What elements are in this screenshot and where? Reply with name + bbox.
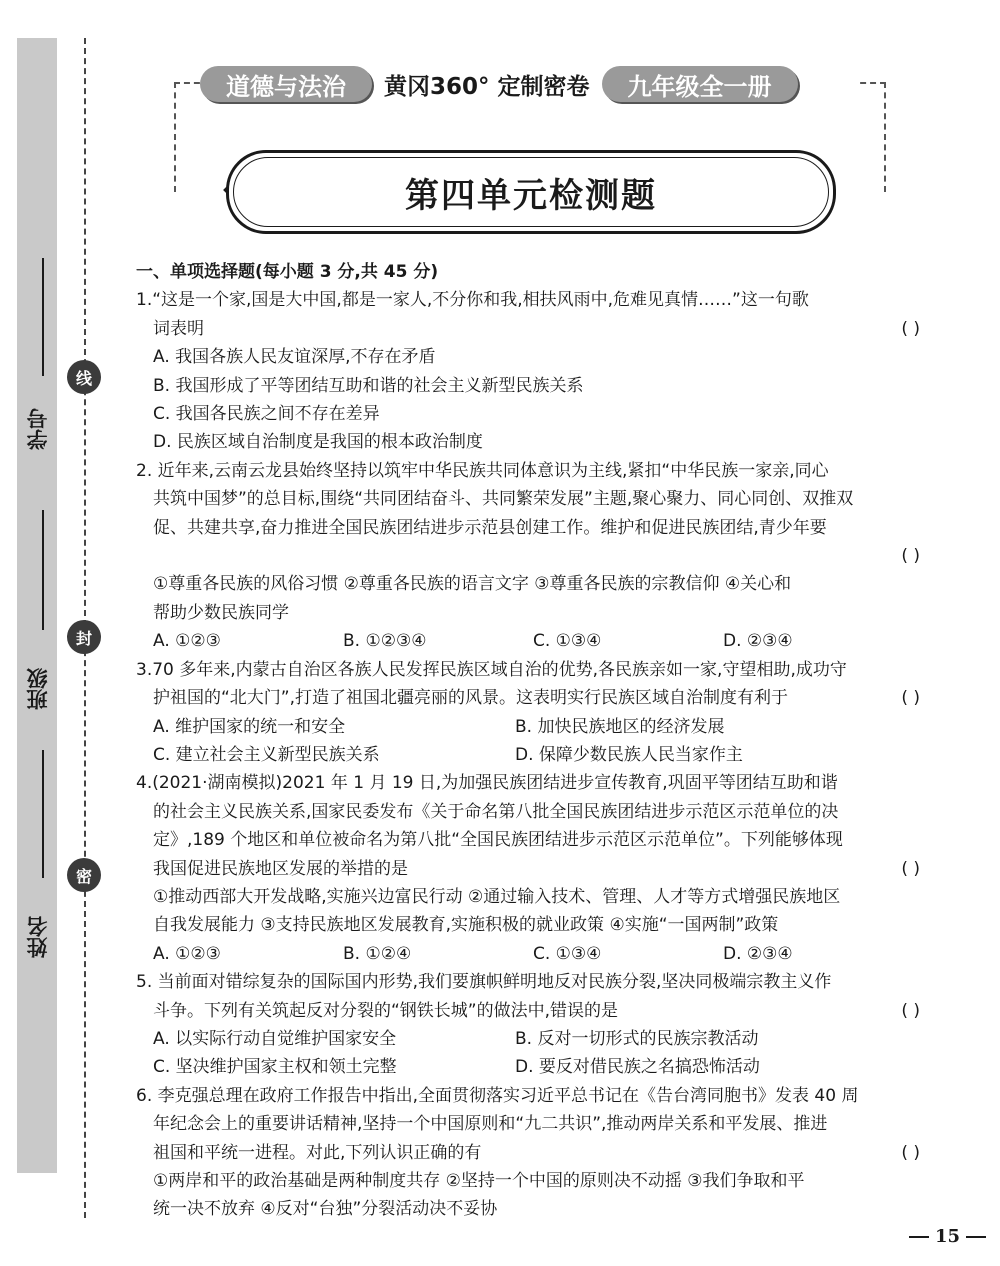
seal-mi: 密 xyxy=(67,858,101,892)
q4-stem-line4: 我国促进民族地区发展的举措的是 xyxy=(153,858,408,879)
q2-options xyxy=(136,627,922,655)
student-id-blank xyxy=(42,258,44,376)
q3-stem-row xyxy=(136,684,922,712)
q5-stem-line2: 斗争。下列有关筑起反对分裂的“钢铁长城”的做法中,错误的是 xyxy=(153,1000,619,1021)
q3-options-row1 xyxy=(136,713,922,741)
q1-stem-row xyxy=(136,315,922,343)
q1-option-d: D. 民族区域自治制度是我国的根本政治制度 xyxy=(153,432,483,453)
binding-strip xyxy=(17,38,57,1173)
q4-answer-bracket: ( ) xyxy=(901,858,920,879)
q4-items-line1: ①推动西部大开发战略,实施兴边富民行动 ②通过输入技术、管理、人才等方式增强民族地区 xyxy=(153,886,841,907)
q4-option-a: A. ①②③ xyxy=(153,943,221,964)
subject-badge: 道德与法治 xyxy=(200,66,372,102)
q1-option-a: A. 我国各族人民友谊深厚,不存在矛盾 xyxy=(153,347,436,368)
question-content xyxy=(136,258,922,1224)
q6-stem-line2: 年纪念会上的重要讲话精神,坚持一个中国原则和“九二共识”,推动两岸关系和平发展、推进 xyxy=(153,1114,828,1135)
q1-answer-bracket: ( ) xyxy=(901,318,920,339)
page-title: 第四单元检测题 xyxy=(405,175,657,216)
name-blank xyxy=(42,750,44,878)
seal-feng: 封 xyxy=(67,620,101,654)
page-number-area xyxy=(909,1226,986,1247)
q6-stem-row xyxy=(136,1139,922,1167)
student-id-label: 学号 xyxy=(26,408,50,450)
q5-answer-bracket: ( ) xyxy=(901,1000,920,1021)
q4-option-d: D. ②③④ xyxy=(723,943,793,964)
q1-stem-line1: 1.“这是一个家,国是大中国,都是一家人,不分你和我,相扶风雨中,危难见真情……”这一句歌 xyxy=(136,290,809,311)
class-label: 班级 xyxy=(26,668,50,710)
q3-option-a: A. 维护国家的统一和安全 xyxy=(153,716,346,737)
q3-answer-bracket: ( ) xyxy=(901,688,920,709)
q3-stem-line1: 3.70 多年来,内蒙古自治区各族人民发挥民族区域自治的优势,各民族亲如一家,守望相助,成功守 xyxy=(136,659,847,680)
q3-options-row2 xyxy=(136,741,922,769)
q3-stem-line2: 护祖国的“北大门”,打造了祖国北疆亮丽的风景。这表明实行民族区域自治制度有利于 xyxy=(153,688,789,709)
page-number-dash-right xyxy=(966,1236,986,1238)
q4-option-b: B. ①②④ xyxy=(343,943,412,964)
title-box xyxy=(226,150,836,234)
page-number: 15 xyxy=(934,1226,960,1247)
q2-option-c: C. ①③④ xyxy=(533,631,602,652)
q4-stem-line1: 4.(2021·湖南模拟)2021 年 1 月 19 日,为加强民族团结进步宣传教育,巩固平等团结互助和谐 xyxy=(136,773,838,794)
q2-answer-bracket: ( ) xyxy=(901,546,920,567)
q4-stem-line2: 的社会主义民族关系,国家民委发布《关于命名第八批全国民族团结进步示范区示范单位的决 xyxy=(153,801,839,822)
seal-xian: 线 xyxy=(67,360,101,394)
q1-option-c: C. 我国各民族之间不存在差异 xyxy=(153,404,380,425)
q5-option-a: A. 以实际行动自觉维护国家安全 xyxy=(153,1028,397,1049)
q2-items-line1: ①尊重各民族的风俗习惯 ②尊重各民族的语言文字 ③尊重各民族的宗教信仰 ④关心和 xyxy=(153,574,792,595)
q4-stem-row xyxy=(136,855,922,883)
q5-options-row2 xyxy=(136,1053,922,1081)
q2-stem-line1: 2. 近年来,云南云龙县始终坚持以筑牢中华民族共同体意识为主线,紧扣“中华民族一家亲,同心 xyxy=(136,460,829,481)
q4-options xyxy=(136,940,922,968)
q2-items-line2: 帮助少数民族同学 xyxy=(153,602,289,623)
q5-stem-row xyxy=(136,997,922,1025)
q2-option-b: B. ①②③④ xyxy=(343,631,427,652)
header-bar xyxy=(200,64,860,104)
q6-stem-line3: 祖国和平统一进程。对此,下列认识正确的有 xyxy=(153,1142,482,1163)
class-blank xyxy=(42,510,44,630)
q2-stem-line3: 促、共建共享,奋力推进全国民族团结进步示范县创建工作。维护和促进民族团结,青少年要 xyxy=(153,517,827,538)
q5-options-row1 xyxy=(136,1025,922,1053)
q6-stem-line1: 6. 李克强总理在政府工作报告中指出,全面贯彻落实习近平总书记在《告台湾同胞书》发表 40 周 xyxy=(136,1085,859,1106)
q4-stem-line3: 定》,189 个地区和单位被命名为第八批“全国民族团结进步示范区示范单位”。下列能够体现 xyxy=(153,830,843,851)
q1-stem-line2: 词表明 xyxy=(153,318,204,339)
q5-option-d: D. 要反对借民族之名搞恐怖活动 xyxy=(515,1057,760,1078)
q5-option-c: C. 坚决维护国家主权和领土完整 xyxy=(153,1057,397,1078)
q1-option-b: B. 我国形成了平等团结互助和谐的社会主义新型民族关系 xyxy=(153,375,584,396)
q2-bracket-row xyxy=(136,542,922,570)
q2-option-d: D. ②③④ xyxy=(723,631,793,652)
name-label: 姓名 xyxy=(26,916,50,958)
q4-items-line2: 自我发展能力 ③支持民族地区发展教育,实施积极的就业政策 ④实施“一国两制”政策 xyxy=(153,915,779,936)
q6-items-line2: 统一决不放弃 ④反对“台独”分裂活动决不妥协 xyxy=(153,1199,498,1220)
page-number-dash xyxy=(909,1236,929,1238)
q5-option-b: B. 反对一切形式的民族宗教活动 xyxy=(515,1028,759,1049)
q3-option-c: C. 建立社会主义新型民族关系 xyxy=(153,744,380,765)
q2-option-a: A. ①②③ xyxy=(153,631,221,652)
q3-option-b: B. 加快民族地区的经济发展 xyxy=(515,716,725,737)
q5-stem-line1: 5. 当前面对错综复杂的国际国内形势,我们要旗帜鲜明地反对民族分裂,坚决同极端宗教主义作 xyxy=(136,972,832,993)
q6-items-line1: ①两岸和平的政治基础是两种制度共存 ②坚持一个中国的原则决不动摇 ③我们争取和平 xyxy=(153,1171,805,1191)
q2-stem-line2: 共筑中国梦”的总目标,围绕“共同团结奋斗、共同繁荣发展”主题,聚心聚力、同心同创、双推双 xyxy=(153,489,854,510)
q4-option-c: C. ①③④ xyxy=(533,943,602,964)
series-title: 黄冈360° 定制密卷 xyxy=(384,73,590,100)
q3-option-d: D. 保障少数民族人民当家作主 xyxy=(515,744,743,765)
q6-answer-bracket: ( ) xyxy=(901,1142,920,1163)
grade-badge: 九年级全一册 xyxy=(602,66,798,102)
section-title: 一、单项选择题(每小题 3 分,共 45 分) xyxy=(136,262,439,282)
